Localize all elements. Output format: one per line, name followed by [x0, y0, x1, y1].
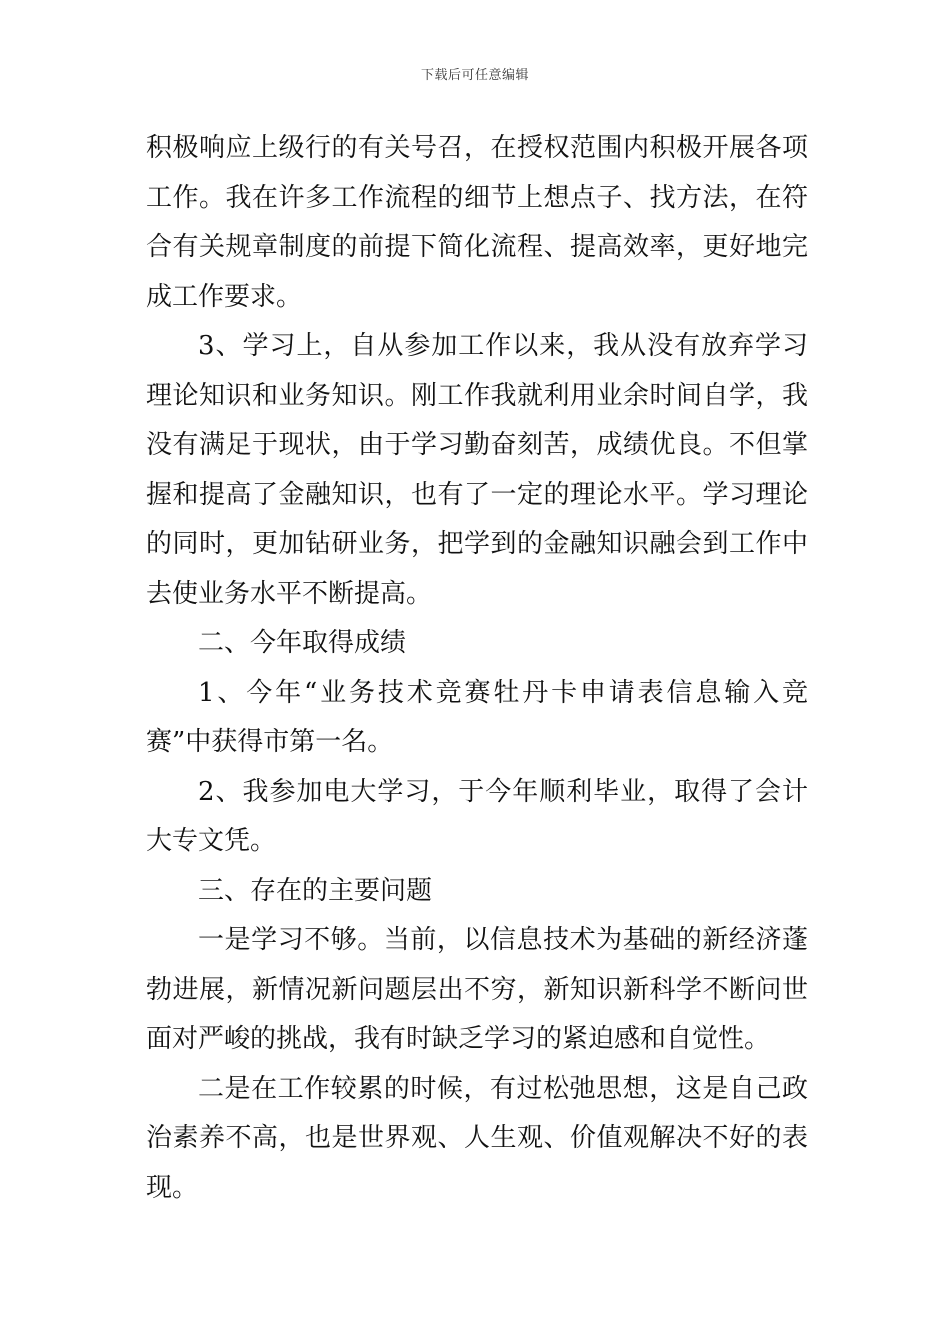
paragraph: 一是学习不够。当前，以信息技术为基础的新经济蓬勃进展，新情况新问题层出不穷，新知识新科学不断问世面对严峻的挑战，我有时缺乏学习的紧迫感和自觉性。 — [146, 925, 808, 1054]
header-note: 下载后可任意编辑 — [420, 68, 529, 83]
section-heading: 三、存在的主要问题 — [198, 875, 433, 906]
paragraph: 1、今年“业务技术竞赛牡丹卡申请表信息输入竞赛”中获得市第一名。 — [146, 677, 808, 757]
paragraph: 二是在工作较累的时候，有过松弛思想，这是自己政治素养不高，也是世界观、人生观、价值观解决不好的表现。 — [146, 1073, 808, 1203]
paragraph: 2、我参加电大学习，于今年顺利毕业，取得了会计大专文凭。 — [146, 776, 808, 856]
paragraph: 积极响应上级行的有关号召，在授权范围内积极开展各项工作。我在许多工作流程的细节上想点子、找方法，在符合有关规章制度的前提下简化流程、提高效率，更好地完成工作要求。 — [146, 133, 808, 312]
document-body — [146, 124, 808, 1213]
section-heading: 二、今年取得成绩 — [198, 628, 407, 658]
paragraph: 3、学习上，自从参加工作以来，我从没有放弃学习理论知识和业务知识。刚工作我就利用业余时间自学，我没有满足于现状，由于学习勤奋刻苦，成绩优良。不但掌握和提高了金融知识，也有了一定的理论水平。学习理论的同时，更加钻研业务，把学到的金融知识融会到工作中去使业务水平不断提高。 — [146, 331, 808, 609]
